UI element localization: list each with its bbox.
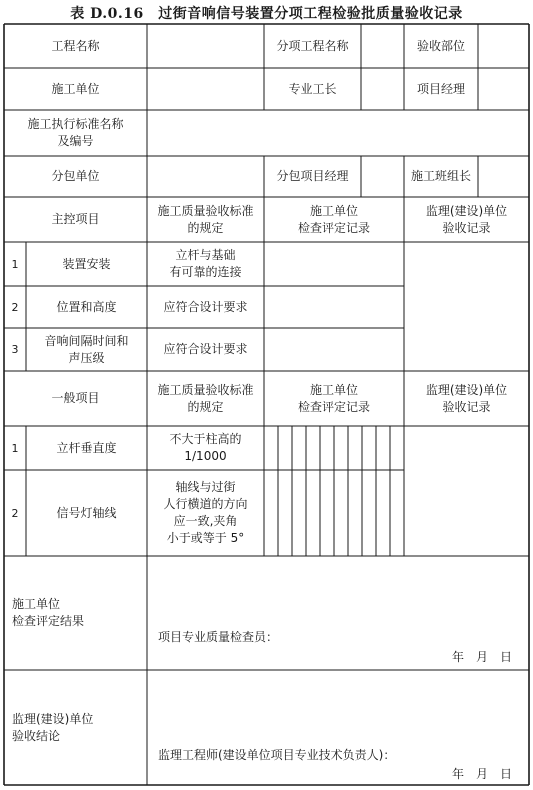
field-foreman[interactable] xyxy=(361,68,404,110)
main-control-label: 主控项目 xyxy=(51,212,100,226)
general-item-2-name: 信号灯轴线 xyxy=(56,505,117,520)
field-sub-project-name[interactable] xyxy=(361,24,404,68)
supervision-result-date: 年 月 日 xyxy=(451,766,512,781)
label-project-manager: 项目经理 xyxy=(416,81,465,96)
main-control-col-standard: 施工质量验收标准 的规定 xyxy=(157,203,254,235)
construction-result-date: 年 月 日 xyxy=(451,649,512,664)
label-subcontract-manager: 分包项目经理 xyxy=(276,169,349,183)
label-foreman: 专业工长 xyxy=(288,81,337,96)
field-standard[interactable] xyxy=(147,110,529,156)
main-item-1-requirement: 立杆与基础 有可靠的连接 xyxy=(169,248,242,279)
main-item-1-name: 装置安装 xyxy=(62,256,111,271)
label-construction-unit: 施工单位 xyxy=(51,81,100,96)
supervision-result-label: 监理(建设)单位 验收结论 xyxy=(12,711,94,743)
engineer-label: 监理工程师(建设单位项目专业技术负责人)： xyxy=(158,747,396,762)
label-standard: 施工执行标准名称 及编号 xyxy=(27,117,124,148)
label-team-leader: 施工班组长 xyxy=(410,169,471,183)
main-item-2-no: 2 xyxy=(11,300,19,314)
field-subcontract-manager[interactable] xyxy=(361,156,404,197)
general-item-1-name: 立杆垂直度 xyxy=(56,440,117,455)
general-item-2-requirement: 轴线与过街 人行横道的方向 应一致,夹角 小于或等于 5° xyxy=(163,480,248,545)
label-sub-project-name: 分项工程名称 xyxy=(276,38,349,53)
main-item-3-check[interactable] xyxy=(264,328,404,371)
main-item-3-no: 3 xyxy=(11,343,19,356)
general-col-check: 施工单位 检查评定记录 xyxy=(297,382,370,414)
field-subcontract-unit[interactable] xyxy=(147,156,264,197)
main-item-3-requirement: 应符合设计要求 xyxy=(163,342,248,356)
field-project-manager[interactable] xyxy=(478,68,529,110)
field-project-name[interactable] xyxy=(147,24,264,68)
main-item-1-no: 1 xyxy=(11,257,19,271)
main-item-2-requirement: 应符合设计要求 xyxy=(163,299,248,314)
construction-result-label: 施工单位 检查评定结果 xyxy=(12,597,85,628)
main-control-col-check: 施工单位 检查评定记录 xyxy=(297,203,370,235)
main-item-1-check[interactable] xyxy=(264,242,404,286)
general-item-2-no: 2 xyxy=(11,506,19,520)
general-col-standard: 施工质量验收标准 的规定 xyxy=(157,382,254,414)
inspector-label: 项目专业质量检查员： xyxy=(158,629,279,644)
field-construction-unit[interactable] xyxy=(147,68,264,110)
main-control-supervise-field[interactable] xyxy=(404,242,529,371)
general-item-1-no: 1 xyxy=(11,441,19,455)
main-item-2-name: 位置和高度 xyxy=(56,299,117,314)
general-col-supervise: 监理(建设)单位 验收记录 xyxy=(425,382,508,414)
general-label: 一般项目 xyxy=(51,391,100,405)
main-control-col-supervise: 监理(建设)单位 验收记录 xyxy=(425,203,508,235)
main-item-3-name: 音响间隔时间和 声压级 xyxy=(44,333,129,365)
general-item-1-requirement: 不大于柱高的 1/1000 xyxy=(169,432,242,463)
label-acceptance-part: 验收部位 xyxy=(416,38,465,53)
field-acceptance-part[interactable] xyxy=(478,24,529,68)
label-project-name: 工程名称 xyxy=(51,38,100,53)
form-title: 表 D.0.16 过街音响信号装置分项工程检验批质量验收记录 xyxy=(70,6,463,22)
field-team-leader[interactable] xyxy=(478,156,529,197)
main-item-2-check[interactable] xyxy=(264,286,404,328)
general-supervise-field[interactable] xyxy=(404,426,529,556)
label-subcontract-unit: 分包单位 xyxy=(51,169,100,183)
